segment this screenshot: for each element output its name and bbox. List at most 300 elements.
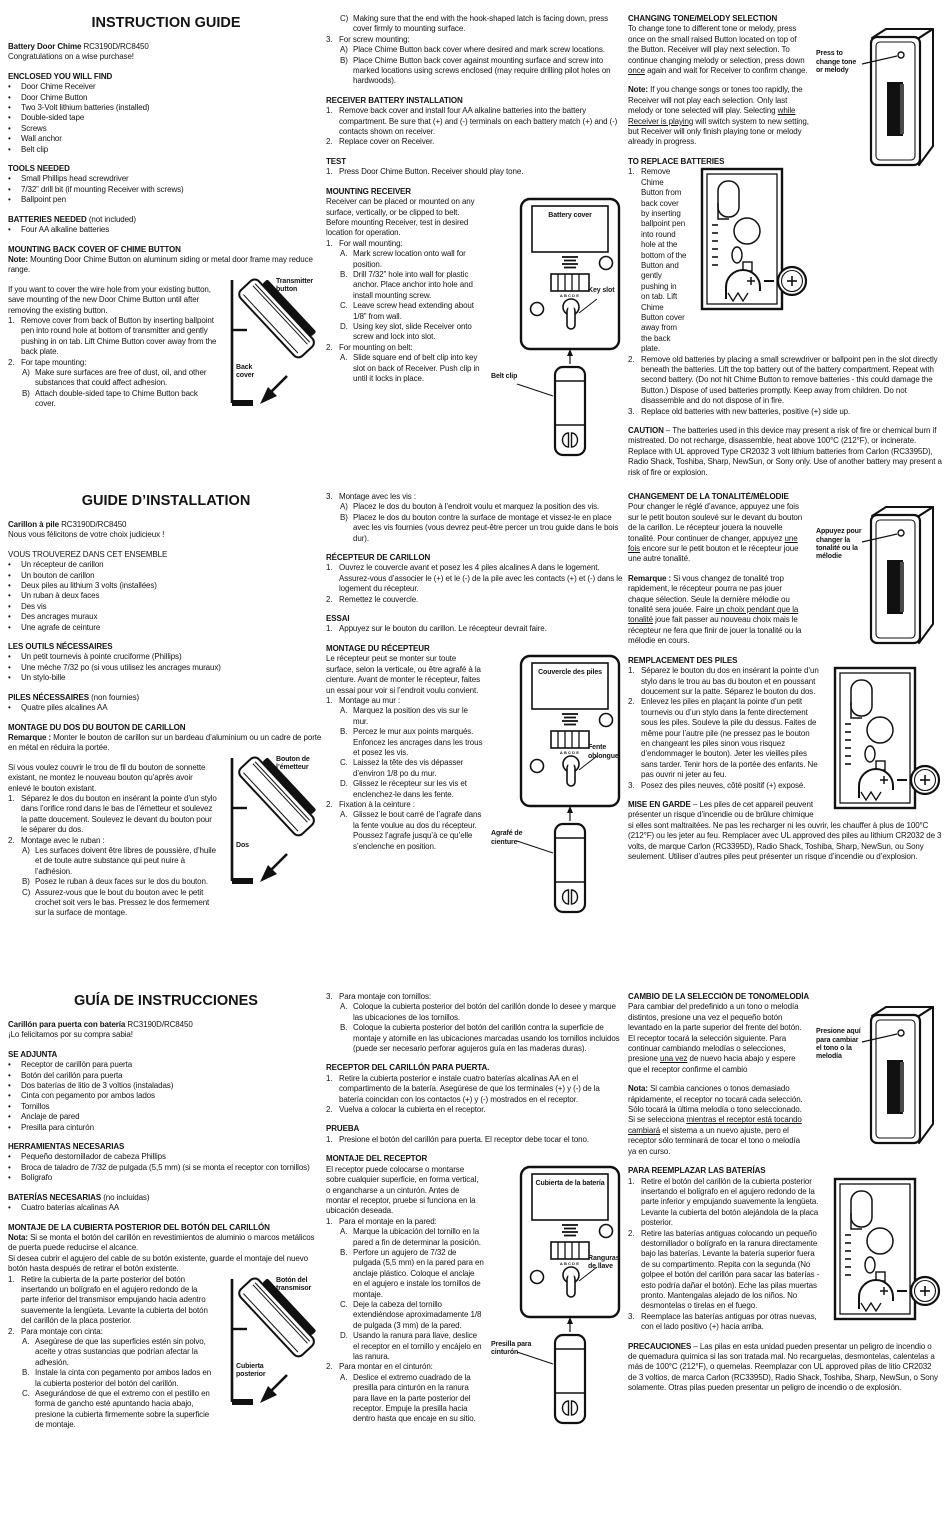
bullet-marker: • [8,1081,11,1091]
list-marker: 2. [628,1228,635,1238]
underlined-text: una vez [660,1054,688,1064]
list-marker: A. [22,1336,30,1346]
list-marker: B. [340,1023,348,1033]
list-marker: C. [340,301,348,311]
screw-hole [531,1270,544,1283]
paragraph: MISE EN GARDE – Les piles de cet appareil peuvent présenter un risque d’incendie ou de brûlure chimique si elles sont maltraitées. Ne pas les recharger ni les ouvrir, les chauffer à plus de 100°C (212°F) ou les jeter au feu. Remplacer avec UL approved des piles au lithium CR2032 de 3 volts, de marque Carlon (RC3395D), Radio Shack, Toshiba, Sharp, NewSun, ou Sony seulement. Utiliser d’autres piles peut présenter un risque d’incendie ou d’explosion. [628,799,942,861]
list-marker: 1. [8,793,15,803]
list-marker: 2. [326,1105,333,1115]
list-marker: 2. [326,342,333,352]
list-marker: A) [22,845,30,855]
bullet-marker: • [8,123,11,133]
paragraph: Remarque : Si vous changez de tonalité trop rapidement, le récepteur pourra ne pas jouer chaque sélection. Seule la dernière mélodie ou tonalité sera jouée. Faire un choix pendant que la tonalité joue fait passer au nouveau choix mais le récepteur ne fera que finir de jouer la tonalité ou la mélodie en cours. [628,573,802,646]
paragraph: Remarque : Monter le bouton de carillon sur un bardeau d’aluminium ou un cadre de porte en métal en réduira la portée. [8,732,322,753]
list-item: • Bolígrafo [8,1173,53,1183]
list-marker: 1. [628,167,635,177]
paragraph-lead: MISE EN GARDE [628,799,691,809]
doorbell-button-illustration [816,24,942,178]
list-marker: 2. [8,835,15,845]
bullet-marker: • [8,113,11,123]
list-marker: 1. [326,1073,333,1083]
section-heading: MONTAGE DU RÉCEPTEUR [326,643,430,653]
doorbell-button-figure [816,1002,942,1156]
list-item: • Botón del carillón para puerta [8,1070,123,1080]
selector-switch [551,731,589,748]
list-item: 3. Montage avec les vis : [326,492,416,501]
screw-hole [531,760,544,773]
list-item: 1. Retire el botón del carillón de la cubierta posterior insertando el bolígrafo en el agujero redondo de la parte inferior y empujando suavemente la lengüeta. Levante la cubierta del botón alejándola de la placa posterior. [628,1176,819,1228]
section-heading: ENCLOSED YOU WILL FIND [8,71,113,81]
wall-foot [232,878,253,884]
bullet-marker: • [8,581,11,591]
section-heading: CHANGING TONE/MELODY SELECTION [628,14,778,23]
receiver-back-illustration [491,197,626,457]
list-item: • Cuatro baterías alcalinas AA [8,1203,120,1213]
figure-label: Transmitter button [276,277,314,294]
paragraph: Nous vous félicitons de votre choix judicieux ! [8,530,165,540]
bullet-marker: • [8,225,11,235]
numbered-list [326,624,626,634]
chime-button-back-illustration [224,1275,324,1415]
figure-label: Back cover [236,363,255,380]
section-heading: BATTERIES NEEDED (not included) [8,214,136,224]
list-marker: D. [340,779,348,789]
doorbell-button-illustration [816,502,942,656]
section-heading: VOUS TROUVEREZ DANS CET ENSEMBLE [8,549,168,559]
list-marker: B) [340,55,348,65]
bullet-marker: • [8,134,11,144]
bullet-marker: • [8,622,11,632]
paragraph-lead: Battery Door Chime [8,42,82,51]
list-item: 2. Vuelva a colocar la cubierta en el receptor. [326,1105,486,1115]
bullet-list [8,174,324,205]
list-marker: A. [340,353,348,363]
english-column-3 [628,14,942,490]
paragraph-lead: Note: [8,254,28,264]
numbered-list [326,14,626,87]
battery-compartment-illustration [827,666,942,816]
list-item: 2. Enlevez les piles en plaçant la pointe d’un petit tournevis ou d’un stylo dans la fente directement sous les piles. Souleve la pile du dessus. Faites de même pour l’autre pile (ne pressez pas le bouton en changeant les piles sinon vous risquez d’endommager le bouton). Jeter les vieilles piles sans tarder. Tenir hors de la portée des enfants. Ne pas ouvrir ni jeter au feu. [628,697,818,780]
list-marker: 2. [326,1362,333,1372]
section-heading: MOUNTING RECEIVER [326,186,411,196]
list-marker: A. [340,1227,348,1237]
figure-label: Botón del transmisor [276,1276,312,1292]
paragraph: CAUTION – The batteries used in this device may present a risk of fire or chemical burn if mistreated. Do not recharge, disassemble, heat above 100°C (212°F), or incinerate. Replace with UL approved Type CR2032 3 volt lithium batteries from Carlon (RC3395D), Radio Shack, Toshiba, Sharp, NewSun, or Sony only. Use of another battery may present a risk of fire or explosion. [628,426,942,477]
numbered-list [326,106,626,148]
bullet-marker: • [8,612,11,622]
list-item: 2. For mounting on belt: [326,342,413,352]
chime-button-back-illustration [224,276,324,416]
bullet-list [8,1203,324,1213]
section-heading: TOOLS NEEDED [8,164,70,174]
doorbell-button-figure [816,24,942,178]
receiver-back-illustration [491,1165,626,1425]
section-heading: RECEIVER BATTERY INSTALLATION [326,95,463,105]
english-column-1 [8,14,324,490]
bullet-list [8,703,324,713]
list-item: C) Making sure that the end with the hook-shaped latch is facing down, press cover firmly to mounting surface. [340,14,609,34]
list-item: 1. Remove Chime Button from back cover by inserting ballpoint pen into round hole at the bottom of the Button and gently pushing in on tab. Lift Chime Button cover away from the back plate. [628,167,687,354]
list-item: • Belt clip [8,144,49,154]
battery-compartment-illustration [694,167,809,317]
bullet-marker: • [8,1162,11,1172]
figure-label: Dos [236,841,249,849]
list-item: 1. Presione el botón del carillón para puerta. El receptor debe tocar el tono. [326,1134,589,1144]
bullet-marker: • [8,560,11,570]
numbered-list [326,992,626,1054]
list-marker: A. [340,810,348,820]
list-marker: A) [340,502,348,512]
svg-text:ABCDE: ABCDE [559,1260,581,1266]
figure-label: Agrafé de cienture [491,830,523,846]
paragraph-lead: Note: [628,85,648,95]
figure-label: Ranguras de llave [588,1254,620,1270]
tone-change-button [898,530,904,536]
section-heading: MONTAGE DU DOS DU BOUTON DE CARILLON [8,722,186,732]
bullet-list [8,82,324,155]
battery-compartment-figure [694,167,809,317]
chime-button-back-illustration [224,754,324,894]
chime-button-back-figure [224,1275,324,1415]
list-item: • Tornillos [8,1101,50,1111]
svg-text:ABCDE: ABCDE [559,293,581,299]
bullet-marker: • [8,1203,11,1213]
section-heading: TO REPLACE BATTERIES [628,156,725,166]
figure-label: Appuyez pour changer la tonalité ou la mélodie [816,528,862,561]
paragraph: Si vous voulez couvrir le trou de fil du bouton de sonnette existant, ne montez le nouveau bouton qu’après avoir enlevé le bouton existant. [8,762,206,793]
list-item: A. Coloque la cubierta posterior del botón del carillón donde lo desee y marque las ubicaciones de los tornillos. [340,1002,616,1022]
list-item: 1. Séparez le bouton du dos en insérant la pointe d’un stylo dans le trou au bas du bouton et en poussant doucement sur la patte. Séparez le bouton du dos. [628,666,819,696]
doorbell-button-figure [816,502,942,656]
paragraph-lead: Nota: [8,1232,28,1242]
figure-label: Fente oblongue [588,744,619,760]
list-item: A. Slide square end of belt clip into key slot on back of Receiver. Push clip in until it locks in place. [340,353,480,383]
section-heading: RÉCEPTEUR DE CARILLON [326,553,431,563]
list-item: • Des ancrages muraux [8,612,98,622]
bullet-marker: • [8,1173,11,1183]
french-column-3 [628,492,942,990]
figure-label: Belt clip [491,373,518,381]
list-marker: C. [22,1389,30,1398]
list-marker: 1. [326,106,333,116]
list-item: • Cinta con pegamento por ambos lados [8,1091,155,1101]
numbered-list [326,492,626,544]
tone-change-button [898,52,904,58]
list-marker: 3. [326,992,333,1001]
list-item: • Door Chime Receiver [8,82,96,92]
list-marker: B. [22,1368,30,1378]
list-marker: 1. [326,167,333,177]
list-item: 3. Para montaje con tornillos: [326,992,432,1001]
underlined-text: mientras el receptor está tocando cambiará [628,1115,802,1135]
list-item: A) Make sure surfaces are free of dust, oil, and other substances that could affect adhesion. [22,367,207,388]
list-item: 3. Reemplace las baterías antiguas por otras nuevas, con el lado positivo (+) hacia arriba. [628,1311,817,1332]
list-item: A) Place Chime Button back cover where desired and mark screw locations. [340,45,605,55]
list-marker: B. [340,1247,348,1257]
section-heading: CHANGEMENT DE LA TONALITÉ/MÉLODIE [628,492,789,501]
arrow-icon [271,1375,287,1391]
french-column-1 [8,492,324,990]
underlined-text: un choix pendant que la tonalité [628,605,799,625]
spanish-column-2 [326,992,626,1515]
list-marker: A. [340,1372,348,1382]
list-item: B. Drill 7/32” hole into wall for plastic anchor. Place anchor into hole and install mounting screw. [340,269,473,300]
paragraph-lead: PRECAUCIONES [628,1341,692,1351]
bullet-list [8,1152,324,1183]
list-item: • Anclaje de pared [8,1112,80,1122]
list-marker: 3. [326,492,333,501]
list-item: 2. Remove old batteries by placing a small screwdriver or ballpoint pen in the slot directly beneath the batteries. Lift the top battery out of the battery compartment. Repeat with second battery. (Do not hit Chime Button to remove batteries - this could damage the Button.) Dispose of used batteries promptly. Keep away from children. Do not disassemble and do not dispose of in fire. [628,354,938,406]
list-item: B) Posez le ruban à deux faces sur le dos du bouton. [22,877,208,887]
list-marker: C. [340,758,348,768]
spanish-column-1-body [8,1020,324,1431]
section-heading: MOUNTING BACK COVER OF CHIME BUTTON [8,244,181,254]
bullet-list [8,225,324,235]
list-item: 2. Para montar en el cinturón: [326,1362,433,1372]
page-title-french: GUIDE D’INSTALLATION [81,493,251,509]
list-item: • Un bouton de carillon [8,570,95,580]
list-item: D. Usando la ranura para llave, deslice el receptor en el tornillo y encájelo en las ranura. [340,1331,482,1361]
wall-foot [232,400,253,406]
paragraph: ¡Lo felicitamos por su compra sabia! [8,1030,133,1040]
list-item: 2. Montage avec le ruban : [8,835,105,845]
list-item: • Un petit tournevis à pointe cruciforme (Phillips) [8,652,182,662]
section-heading: SE ADJUNTA [8,1049,58,1059]
bullet-marker: • [8,591,11,601]
bullet-marker: • [8,82,11,92]
list-marker: 3. [628,1311,635,1321]
paragraph: Pour changer le réglé d’avance, appuyez une fois sur le petit bouton soulevé sur le devant du bouton de la carillon. Le récepteur jouera la nouvelle tonalité. Pour continuer de changer, appuyez une fois encore sur le petit bouton et le récepteur joue une autre tonalité. [628,502,803,564]
list-item: • Four AA alkaline batteries [8,225,110,235]
section-english [8,14,946,490]
english-column-1-body [8,42,324,410]
list-item: • Receptor de carillón para puerta [8,1060,133,1070]
spanish-column-1 [8,992,324,1515]
list-item: • Dos baterías de litio de 3 voltios (instaladas) [8,1081,174,1091]
list-marker: 1. [326,695,333,705]
list-item: A) Les surfaces doivent être libres de poussière, d’huile et de toute autre substance qui peut nuire à l’adhésion. [22,845,216,876]
list-marker: B. [340,269,348,279]
list-item: 1. Retire la cubierta de la parte posterior del botón insertando un bolígrafo en el agujero redondo de la parte inferior del transmisor empujando hacia adentro suavemente la lengüeta. Levante la cubierta del botón del carillón de la placa posterior. [8,1274,208,1326]
list-item: C. Leave screw head extending about 1/8” from wall. [340,301,474,321]
paragraph: Si desea cubrir el agujero del cable de su botón existente, guarde el montaje del nuevo botón hasta después de retirar el botón existente. [8,1253,308,1274]
list-marker: C) [22,887,31,897]
numbered-list [326,563,626,605]
list-item: 2. For tape mounting: [8,357,87,367]
list-marker: D. [340,1331,348,1341]
receiver-back-illustration [491,654,626,914]
bullet-list [8,1060,324,1133]
list-item: • Door Chime Button [8,92,88,102]
chime-button-back-figure [224,754,324,894]
list-item: A. Mark screw location onto wall for position. [340,249,466,269]
paragraph: Receiver can be placed or mounted on any surface, vertically, or be clipped to belt. Before mounting Receiver, test in desired location for operation. [326,197,475,238]
bullet-marker: • [8,673,11,683]
bullet-marker: • [8,1112,11,1122]
list-marker: 2. [8,357,15,367]
numbered-list [326,167,626,177]
arrow-icon [271,854,287,870]
list-marker: A) [340,45,348,55]
list-item: C. Laissez la tête des vis dépasser d’environ 1/8 po du mur. [340,758,464,778]
bullet-marker: • [8,703,11,713]
bullet-marker: • [8,1060,11,1070]
figure-label: Cubierta posterior [236,1362,266,1378]
paragraph-lead: CAUTION [628,426,664,436]
screw-hole [600,257,613,270]
list-item: C. Deje la cabeza del tornillo extendiéndose aproximadamente 1/8 de pulgada (3 mm) de la pared. [340,1299,482,1330]
paragraph: El receptor puede colocarse o montarse sobre cualquier superficie, en forma vertical, o engancharse a un cinturón. Antes de montar el receptor, pruebe si funciona en la ubicación deseada. [326,1164,479,1216]
list-item: 2. Replace cover on Receiver. [326,137,435,147]
battery-compartment-figure [827,666,942,816]
numbered-list [326,1074,626,1116]
figure-label: Bouton de l’émetteur [276,755,310,772]
bullet-marker: • [8,601,11,611]
doorbell-button-illustration [816,1002,942,1156]
receiver-back-figure [491,1165,626,1425]
figure-label: Press to change tone or melody [816,50,857,74]
figure-label: Key slot [588,287,615,295]
list-item: B. Percez le mur aux points marqués. Enfoncez les ancrages dans les trous et posez les vis. [340,727,483,757]
page-title-spanish: GUÍA DE INSTRUCCIONES [74,993,258,1009]
section-heading: ESSAI [326,614,350,624]
list-marker: 2. [326,594,333,604]
figure-label: Presilla para cinturón [491,1340,532,1356]
list-item: 3. Posez des piles neuves, côté positif (+) exposé. [628,780,806,790]
list-item: B. Perfore un agujero de 7/32 de pulgada (5,5 mm) en la pared para en anclaje plástico. Coloque el anclaje en el agujero e instale los tornillos de montaje. [340,1247,484,1299]
paragraph: Carillon à pile RC3190D/RC8450 [8,520,127,529]
list-item: 1. Para el montaje en la pared: [326,1216,437,1226]
section-heading: RECEPTOR DEL CARILLÓN PARA PUERTA. [326,1063,490,1073]
bullet-marker: • [8,570,11,580]
list-marker: C) [340,14,349,23]
spanish-column-3 [628,992,942,1515]
selector-switch [551,274,589,291]
paragraph: If you want to cover the wire hole from your existing button, save mounting of the new Door Chime Button until after removing the existing button. [8,284,211,315]
receiver-back-figure [491,197,626,457]
bullet-marker: • [8,144,11,154]
list-item: D. Using key slot, slide Receiver onto screw and lock into slot. [340,321,472,342]
list-marker: 3. [628,406,635,416]
bullet-marker: • [8,1070,11,1080]
bullet-marker: • [8,184,11,194]
paragraph: Note: If you change songs or tones too rapidly, the Receiver will not play each selection. Only last melody or tone selected will play. Selecting while Receiver is playing will switch system to new setting, but Receiver will only finish playing tone or melody already in progress. [628,85,809,147]
list-item: B. Coloque la cubierta posterior del botón del carillón contra la superficie de montaje y atornille en las ubicaciones marcadas usando los tornillos incluidos (puede ser necesario perforar agujeros guía en las maderas duras). [340,1023,620,1054]
list-item: B. Instale la cinta con pegamento por ambos lados en la cubierta posterior del botón del carillón. [22,1368,212,1388]
underlined-text: une fois [628,533,798,554]
list-marker: 1. [8,315,15,325]
list-marker: 2. [8,1326,15,1336]
bullet-marker: • [8,1091,11,1101]
list-marker: 3. [628,780,635,790]
list-item: • 7/32” drill bit (if mounting Receiver with screws) [8,184,184,194]
bullet-marker: • [8,1122,11,1132]
list-item: 3. Replace old batteries with new batteries, positive (+) side up. [628,406,851,416]
list-marker: A. [340,706,348,716]
bullet-marker: • [8,662,11,672]
belt-clip-shape [555,1335,585,1423]
english-column-2 [326,14,626,490]
list-item: A. Marquez la position des vis sur le mur. [340,706,468,726]
paragraph-lead: Nota: [628,1084,648,1094]
list-marker: 1. [326,1134,333,1144]
list-item: 1. Appuyez sur le bouton du carillon. Le récepteur devrait faire. [326,624,547,634]
list-item: 3. For screw mounting: [326,34,410,44]
list-marker: 2. [326,799,333,809]
chime-button-back-figure [224,276,324,416]
list-marker: 1. [628,666,635,676]
list-marker: A) [22,367,30,377]
bullet-marker: • [8,92,11,102]
battery-compartment-illustration [827,1177,942,1327]
list-marker: B) [22,388,30,398]
paragraph: Congratulations on a wise purchase! [8,52,134,62]
battery-compartment-figure [827,1177,942,1327]
section-heading: PARA REEMPLAZAR LAS BATERÍAS [628,1166,766,1176]
list-item: C) Assurez-vous que le bout du bouton avec le petit crochet soit vers le bas. Pressez le dos fermement sur la surface de montage. [22,887,210,918]
section-spanish [8,992,946,1515]
list-marker: 2. [326,137,333,147]
list-marker: 1. [628,1176,635,1186]
list-item: • Double-sided tape [8,113,85,123]
list-item: • Un ruban à deux faces [8,591,100,601]
paragraph: To change tone to different tone or melody, press once on the small raised Button located on top of the Button. Receiver will play next selection. To continue changing melody or selection, press down once again and wait for Receiver to confirm change. [628,24,808,76]
bullet-marker: • [8,652,11,662]
list-item: • Une agrafe de ceinture [8,622,101,632]
list-item: 1. Retire la cubierta posterior e instale cuatro baterías alcalinas AA en el compartimento de la batería. Asegúrese de que los terminales (+) y (-) de la batería coincidan con los contactos (+) y (-) mostrados en el receptor. [326,1073,600,1104]
list-item: • Wall anchor [8,134,62,144]
section-heading: REMPLACEMENT DES PILES [628,655,738,665]
list-item: 1. Press Door Chime Button. Receiver should play tone. [326,167,524,177]
list-marker: A. [340,1002,348,1012]
list-item: A. Glissez le bout carré de l’agrafe dans la fente voulue au dos du récepteur. Poussez l’agrafe jusqu’à ce qu’elle s’enclenche en position. [340,810,482,851]
list-item: • Une mèche 7/32 po (si vous utilisez les ancrages muraux) [8,662,221,672]
list-item: • Pequeño destornillador de cabeza Phillips [8,1152,166,1162]
paragraph: Nota: Si se monta el botón del carillón en revestimientos de aluminio o marcos metálicos de puerta puede reducirse el alcance. [8,1232,315,1253]
list-item: 1. Séparez le dos du bouton en insérant la pointe d’un stylo dans l’orifice rond dans le bas de l’émetteur et soulevez la patte doucement. Soulevez le devant du bouton pour le séparer du dos. [8,793,217,835]
screw-hole [600,714,613,727]
list-marker: B. [340,727,348,737]
tone-change-button [898,1030,904,1036]
list-item: • Ballpoint pen [8,195,66,205]
list-item: • Un stylo-bille [8,673,66,683]
list-item: • Quatre piles alcalines AA [8,703,108,713]
figure-label: Presione aquí para cambiar el tono o la melodía [816,1028,861,1061]
section-heading: MONTAJE DEL RECEPTOR [326,1154,428,1164]
list-item: • Broca de taladro de 7/32 de pulgada (5,5 mm) (si se monta el receptor con tornillos) [8,1162,310,1172]
paragraph: Para cambiar del predefinido a un tono o melodía distintos, presione una vez el pequeño botón levantado en la parte superior del frente del botón. El receptor tocará la selección siguiente. Para continuar cambiando melodías o selecciones, presione una vez de nuevo hacia abajo y espere que el receptor confirme el cambio [628,1002,802,1074]
list-item: • Presilla para cinturón [8,1122,94,1132]
list-item: • Small Phillips head screwdriver [8,174,129,184]
list-marker: B) [22,877,30,887]
receiver-back-figure [491,654,626,914]
list-marker: 1. [8,1274,15,1284]
bullet-list [8,652,324,683]
french-column-2 [326,492,626,990]
list-item: B) Placez le dos du bouton contre la surface de montage et vissez-le en place avec les vis fournies (vous devrez peut-être percer un trou guide dans le bois dur). [340,512,619,543]
list-marker: 1. [326,624,333,634]
screw-hole [600,1224,613,1237]
paragraph: PRECAUCIONES – Las pilas en esta unidad pueden presentar un peligro de incendio o de quemadura química si las son tratada mal. No recarguelas, desmontelas, calentelas a más de 100°C (212°F), o quemelas. Reemplazar con UL approved pilas de litio CR2032 de 3 voltios, de marca Carlon (RC3395D), Radio Shack, Toshiba, Sharp, NewSun, o Sony solamente. Otras pilas pueden presentar un peligro de incendio o de explosión. [628,1341,938,1393]
section-heading: TEST [326,156,347,166]
list-marker: 1. [326,238,333,248]
paragraph-lead: Carillón para puerta con batería [8,1020,126,1029]
paragraph: Carillón para puerta con batería RC3190D/RC8450 [8,1020,193,1029]
figure-label: Cubierta de la batería [535,1179,605,1187]
bullet-marker: • [8,195,11,205]
paragraph-lead: Carillon à pile [8,520,59,529]
numbered-list [326,1135,626,1145]
